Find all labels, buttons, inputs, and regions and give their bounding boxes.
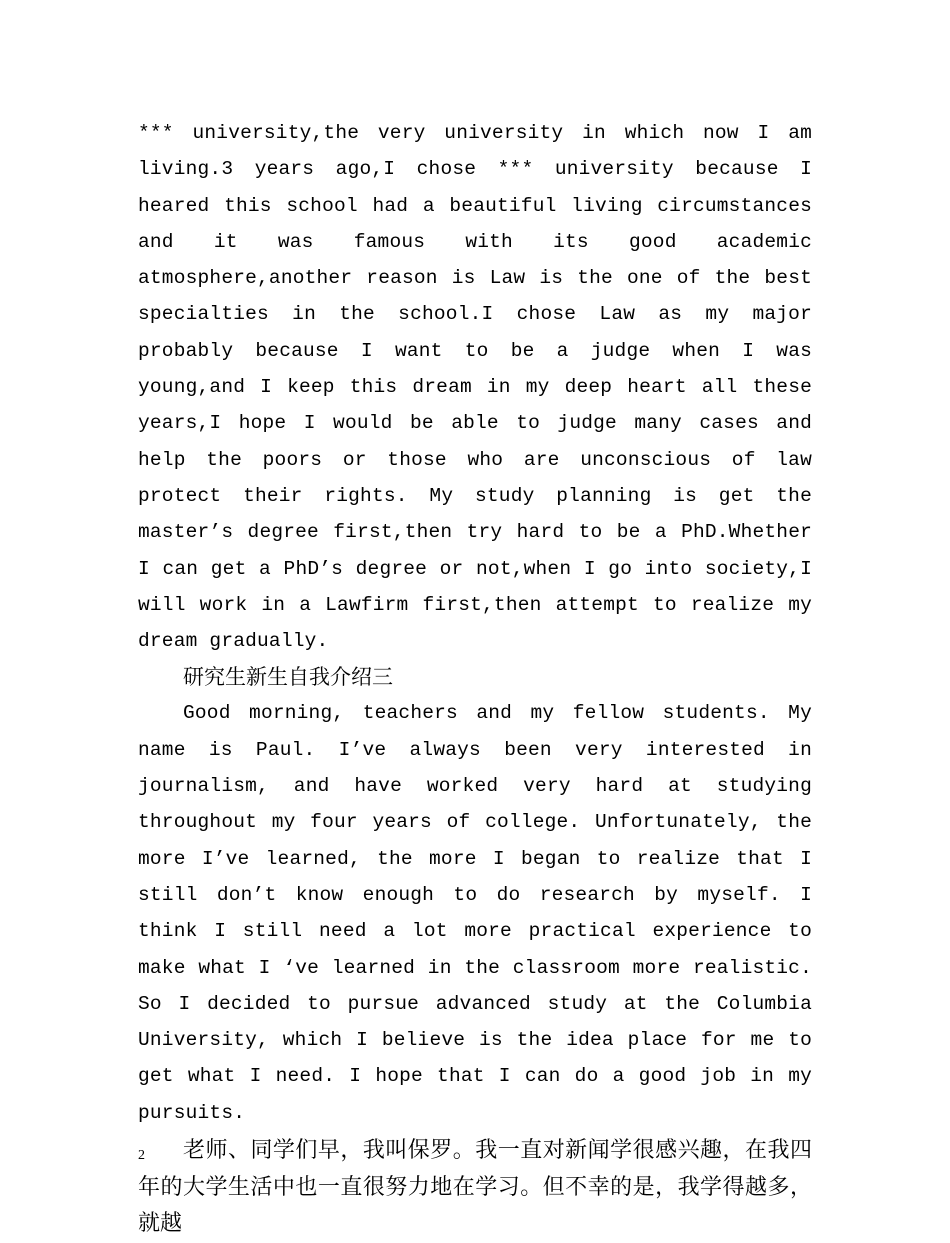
page-number: 2 (138, 1148, 145, 1163)
english-intro-paragraph: Good morning, teachers and my fellow students. My name is Paul. I’ve always been very interested in journalism, and have worked very hard at studying throughout my four years of college. Unfortunately, the more I’ve learned, the more I began to realize that I still don’t know enough to do research by myself. I think I still need a lot more practical experience to make what I ‘ve learned in the classroom more realistic. So I decided to pursue advanced study at the Columbia University, which I believe is the idea place for me to get what I need. I hope that I can do a good job in my pursuits. (138, 702, 812, 1124)
continuation-paragraph: *** university,the very university in which now I am living.3 years ago,I chose *** university because I heared this school had a beautiful living circumstances and it was famous with its good academic atmosphere,another reason is Law is the one of the best specialties in the school.I chose Law as my major probably because I want to be a judge when I was young,and I keep this dream in my deep heart all these years,I hope I would be able to judge many cases and help the poors or those who are unconscious of law protect their rights. My study planning is get the master’s degree first,then try hard to be a PhD.Whether I can get a PhD’s degree or not,when I go into society,I will work in a Lawfirm first,then attempt to realize my dream gradually. (138, 122, 812, 653)
chinese-intro-paragraph: 老师、同学们早，我叫保罗。我一直对新闻学很感兴趣，在我四年的大学生活中也一直很努力地在学习。但不幸的是，我学得越多，就越 (138, 1138, 812, 1237)
section-heading: 研究生新生自我介绍三 (183, 665, 393, 690)
document-body (138, 115, 812, 1243)
